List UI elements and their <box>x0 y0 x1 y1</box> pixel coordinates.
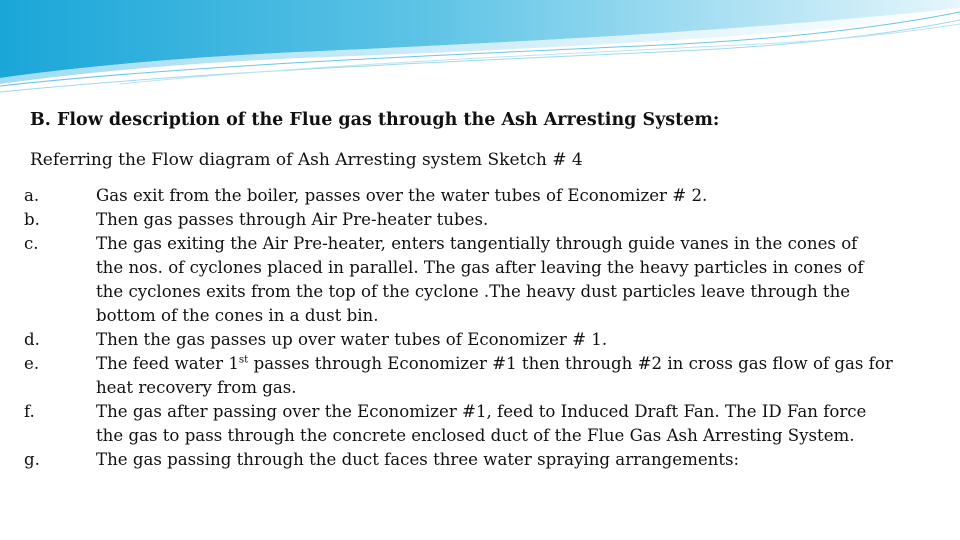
item-text: heat recovery from gas. <box>96 378 297 397</box>
intro-text: Referring the Flow diagram of Ash Arresting system Sketch # 4 <box>30 150 583 170</box>
item-text: Then the gas passes up over water tubes of Economizer # 1. <box>96 330 608 349</box>
list-item <box>24 208 924 232</box>
item-marker: b. <box>24 210 40 229</box>
item-marker: e. <box>24 354 40 373</box>
item-marker: g. <box>24 450 40 469</box>
item-text: Gas exit from the boiler, passes over the water tubes of Economizer # 2. <box>96 186 708 205</box>
flow-steps-list <box>24 184 924 472</box>
section-heading: B. Flow description of the Flue gas through the Ash Arresting System: <box>30 110 720 130</box>
item-text: bottom of the cones in a dust bin. <box>96 306 379 325</box>
list-item <box>24 352 924 400</box>
list-item <box>24 328 924 352</box>
item-text-part: The feed water 1 <box>96 354 239 373</box>
item-marker: a. <box>24 186 40 205</box>
list-item <box>24 232 924 328</box>
item-marker: f. <box>24 402 35 421</box>
item-marker: c. <box>24 234 39 253</box>
item-text-part: passes through Economizer #1 then through #2 in cross gas flow of gas for <box>248 354 893 373</box>
item-text: the cyclones exits from the top of the cyclone .The heavy dust particles leave through the <box>96 282 851 301</box>
item-text: The gas passing through the duct faces three water spraying arrangements: <box>96 450 740 469</box>
list-item <box>24 448 924 472</box>
item-text: the gas to pass through the concrete enclosed duct of the Flue Gas Ash Arresting System. <box>96 426 855 445</box>
item-text: The gas exiting the Air Pre-heater, enters tangentially through guide vanes in the cones of <box>96 234 858 253</box>
item-text <box>96 352 924 376</box>
list-item <box>24 400 924 448</box>
item-text: the nos. of cyclones placed in parallel. The gas after leaving the heavy particles in cones of <box>96 258 864 277</box>
item-text: Then gas passes through Air Pre-heater tubes. <box>96 210 489 229</box>
item-text: The gas after passing over the Economizer #1, feed to Induced Draft Fan. The ID Fan force <box>96 402 867 421</box>
list-item <box>24 184 924 208</box>
superscript: st <box>238 353 249 366</box>
item-marker: d. <box>24 330 40 349</box>
decorative-wave-banner <box>0 0 960 100</box>
